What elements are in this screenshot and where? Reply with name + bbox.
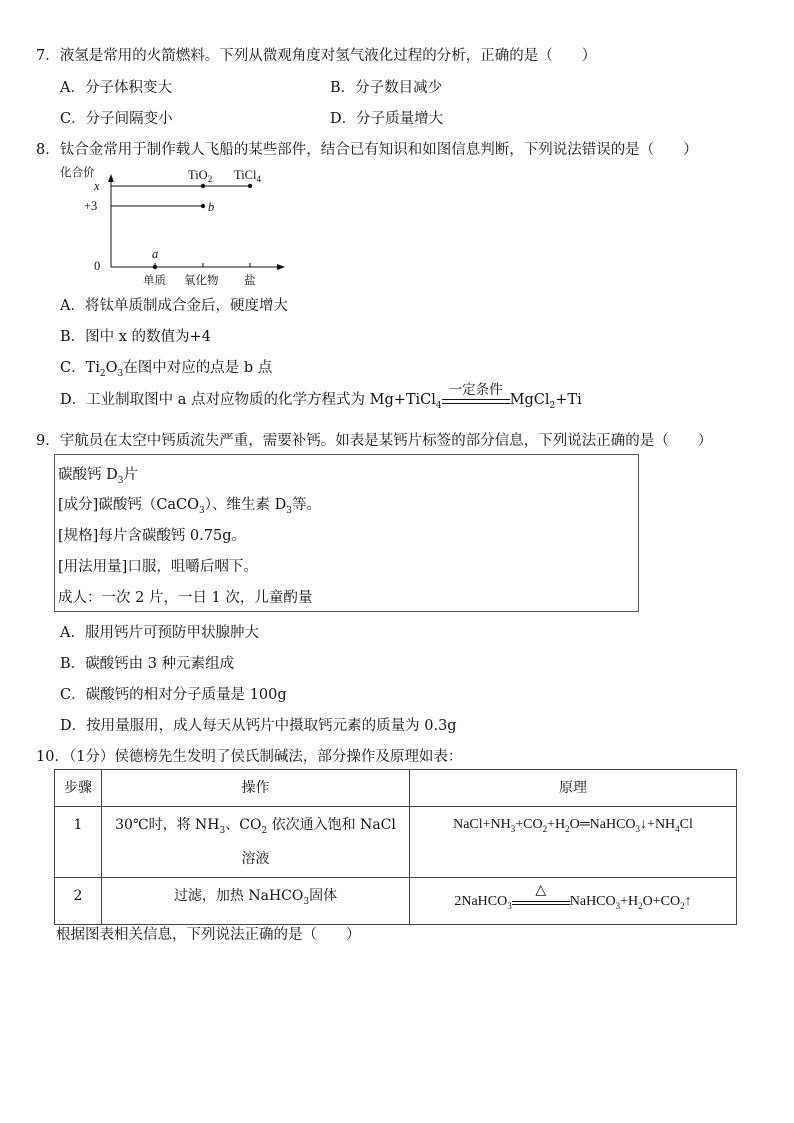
table-row: [55, 877, 737, 924]
point-ticl4: [248, 184, 252, 188]
valence-chart: [58, 160, 298, 288]
q8-option-d: D．工业制取图中 a 点对应物质的化学方程式为 Mg+TiCl$_4$ 一定条件 MgCl$_2$+Ti: [60, 382, 582, 411]
header-step: 步骤: [55, 770, 102, 807]
label-line-name: 碳酸钙 $D_3$片: [58, 467, 138, 486]
chart-y-title: 化合价: [60, 165, 95, 179]
header-principle: 原理: [410, 770, 737, 807]
heat-condition: △: [512, 891, 570, 905]
row2-operation: 过滤，加热 NaHCO$_3$固体: [102, 877, 410, 924]
q8-option-c: C．$Ti_2O_3$在图中对应的点是 b 点: [60, 360, 273, 379]
x-axis-arrow: [277, 264, 285, 270]
row2-equation: 2NaHCO$_3$ △ $NaHCO_3+H_2O+CO_2↑$: [410, 877, 737, 924]
point-tio2-label: TiO$_2$: [188, 168, 213, 184]
y-axis-arrow: [108, 174, 114, 182]
table-header-row: [55, 770, 737, 807]
q9-option-b: B．碳酸钙由 3 种元素组成: [60, 656, 235, 672]
point-b: [201, 204, 205, 208]
q8-option-b: B．图中 x 的数值为+4: [60, 329, 211, 345]
x-tick-oxide: 氧化物: [184, 273, 219, 287]
label-line-dosage: 成人：一次 2 片，一日 1 次，儿童酌量: [58, 590, 313, 606]
q7-option-c: C．分子间隔变小: [60, 111, 173, 127]
row2-step: 2: [55, 877, 102, 924]
q7-option-d: D．分子质量增大: [330, 111, 444, 127]
calcium-tablet-label: [54, 454, 639, 612]
label-line-usage: [用法用量]口服，咀嚼后咽下。: [58, 559, 258, 575]
q9-option-c: C．碳酸钙的相对分子质量是 100g: [60, 687, 287, 703]
q7-option-b: B．分子数目减少: [330, 80, 443, 96]
y-tick-plus3: +3: [84, 199, 98, 213]
row1-step: 1: [55, 807, 102, 878]
point-a: [153, 265, 157, 269]
q8-stem: 8．钛合金常用于制作载人飞船的某些部件，结合已有知识和如图信息判断，下列说法错误的是（ ）: [36, 142, 698, 158]
q10-question: 根据图表相关信息，下列说法正确的是（ ）: [56, 927, 361, 943]
x-tick-element: 单质: [143, 273, 166, 287]
q8-option-a: A．将钛单质制成合金后，硬度增大: [60, 298, 288, 314]
label-line-spec: [规格]每片含碳酸钙 0.75g。: [58, 528, 246, 544]
q9-stem: 9．宇航员在太空中钙质流失严重，需要补钙。如表是某钙片标签的部分信息，下列说法正确的是（ ）: [36, 433, 713, 449]
label-line-ingredients: [成分]碳酸钙（CaCO$_3$）、维生素 $D_3$等。: [58, 497, 321, 516]
table-row: [55, 807, 737, 878]
q9-option-a: A．服用钙片可预防甲状腺肿大: [60, 625, 259, 641]
point-ticl4-label: TiCl$_4$: [234, 168, 261, 184]
point-tio2: [201, 184, 205, 188]
x-tick-salt: 盐: [244, 273, 256, 287]
process-table: [54, 769, 737, 925]
q10-stem: 10．（1分）侯德榜先生发明了侯氏制碱法，部分操作及原理如表：: [36, 749, 463, 765]
y-tick-x: x: [94, 179, 100, 193]
q9-option-d: D．按用量服用，成人每天从钙片中摄取钙元素的质量为 0.3g: [60, 718, 457, 734]
y-tick-zero: 0: [94, 259, 101, 273]
reaction-condition: 一定条件: [442, 388, 510, 404]
q7-stem: 7．液氢是常用的火箭燃料。下列从微观角度对氢气液化过程的分析，正确的是（ ）: [36, 48, 597, 64]
point-a-label: a: [152, 247, 159, 261]
header-operation: 操作: [102, 770, 410, 807]
row1-equation: $NaCl+NH_3+CO_2+H_2O═NaHCO_3↓+NH_4Cl$: [410, 807, 737, 878]
point-b-label: b: [208, 200, 215, 214]
q7-option-a: A．分子体积变大: [60, 80, 172, 96]
row1-operation: 30℃时，将 $NH_3$、$CO_2$ 依次通入饱和 NaCl 溶液: [102, 807, 410, 878]
